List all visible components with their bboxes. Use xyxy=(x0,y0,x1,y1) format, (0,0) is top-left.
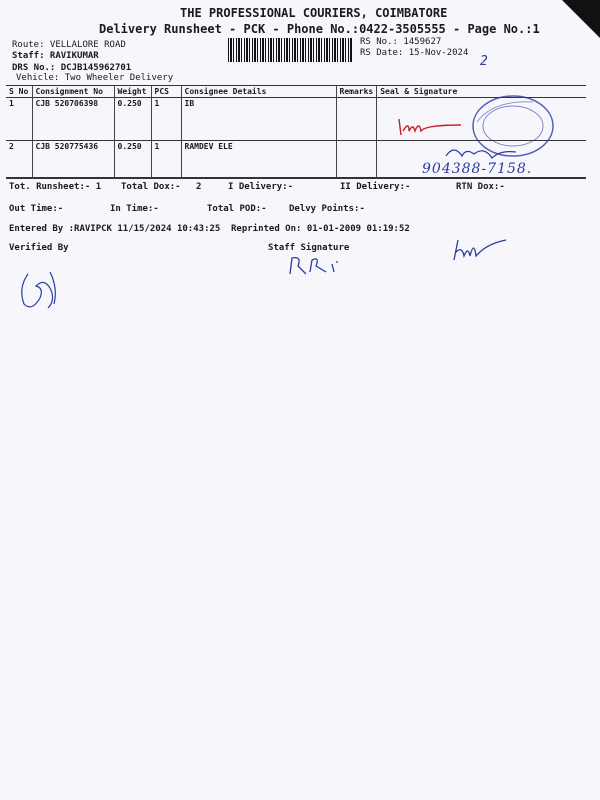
verified-by-label: Verified By xyxy=(9,243,69,253)
verified-signature xyxy=(14,268,62,314)
col-seal: Seal & Signature xyxy=(380,87,458,96)
cell-sno: 2 xyxy=(6,141,32,178)
i-delivery: I Delivery:- xyxy=(228,182,294,192)
cell-weight: 0.250 xyxy=(114,141,151,178)
staff-signature-label: Staff Signature xyxy=(268,243,350,253)
delvy-points: Delvy Points:- xyxy=(289,204,365,214)
staff-signature xyxy=(286,254,356,278)
barcode xyxy=(228,38,352,62)
runsheet-subtitle: Delivery Runsheet - PCK - Phone No.:0422-3505555 - Page No.:1 xyxy=(99,22,540,36)
cell-consignment: CJB 520706398 xyxy=(32,98,114,141)
col-consignment: Consignment No xyxy=(32,86,114,98)
col-sno: S No xyxy=(6,86,32,98)
cell-remarks xyxy=(336,141,377,178)
totals-divider xyxy=(6,178,586,179)
total-dox-label: Total Dox:- xyxy=(121,182,181,192)
route-line: Route: VELLALORE ROAD xyxy=(12,40,126,50)
out-time: Out Time:- xyxy=(9,204,64,214)
col-pcs: PCS xyxy=(151,86,181,98)
cell-consignee: RAMDEV ELE xyxy=(181,141,336,178)
cell-consignment: CJB 520775436 xyxy=(32,141,114,178)
staff-line: Staff: RAVIKUMAR xyxy=(12,51,99,61)
company-title: THE PROFESSIONAL COURIERS, COIMBATORE xyxy=(180,6,448,20)
total-pod: Total POD:- xyxy=(207,204,267,214)
cell-weight: 0.250 xyxy=(114,98,151,141)
rs-date: RS Date: 15-Nov-2024 xyxy=(360,48,469,58)
cell-pcs: 1 xyxy=(151,98,181,141)
reprinted-on: Reprinted On: 01-01-2009 01:19:52 xyxy=(231,224,410,234)
tot-runsheet: Tot. Runsheet:- 1 xyxy=(9,182,102,192)
entered-by: Entered By :RAVIPCK 11/15/2024 10:43:25 xyxy=(9,224,221,234)
col-consignee: Consignee Details xyxy=(181,86,336,98)
cell-consignee: IB xyxy=(181,98,336,141)
total-dox-value: 2 xyxy=(196,182,202,192)
col-remarks: Remarks xyxy=(336,86,377,98)
cell-sno: 1 xyxy=(6,98,32,141)
handwritten-phone: 904388-7158. xyxy=(422,161,533,177)
drs-number: DRS No.: DCJB145962701 xyxy=(12,63,132,73)
red-signature xyxy=(395,113,465,139)
cell-remarks xyxy=(336,98,377,141)
ii-delivery: II Delivery:- xyxy=(340,182,411,192)
scan-corner-artifact xyxy=(562,0,600,38)
col-weight: Weight xyxy=(114,86,151,98)
in-time: In Time:- xyxy=(110,204,159,214)
rs-number: RS No.: 1459627 xyxy=(360,37,442,47)
vehicle-line: Vehicle: Two Wheeler Delivery xyxy=(16,73,174,83)
handwritten-page-mark: 2 xyxy=(480,54,488,69)
rtn-dox: RTN Dox:- xyxy=(456,182,505,192)
right-signature xyxy=(450,236,510,264)
cell-pcs: 1 xyxy=(151,141,181,178)
